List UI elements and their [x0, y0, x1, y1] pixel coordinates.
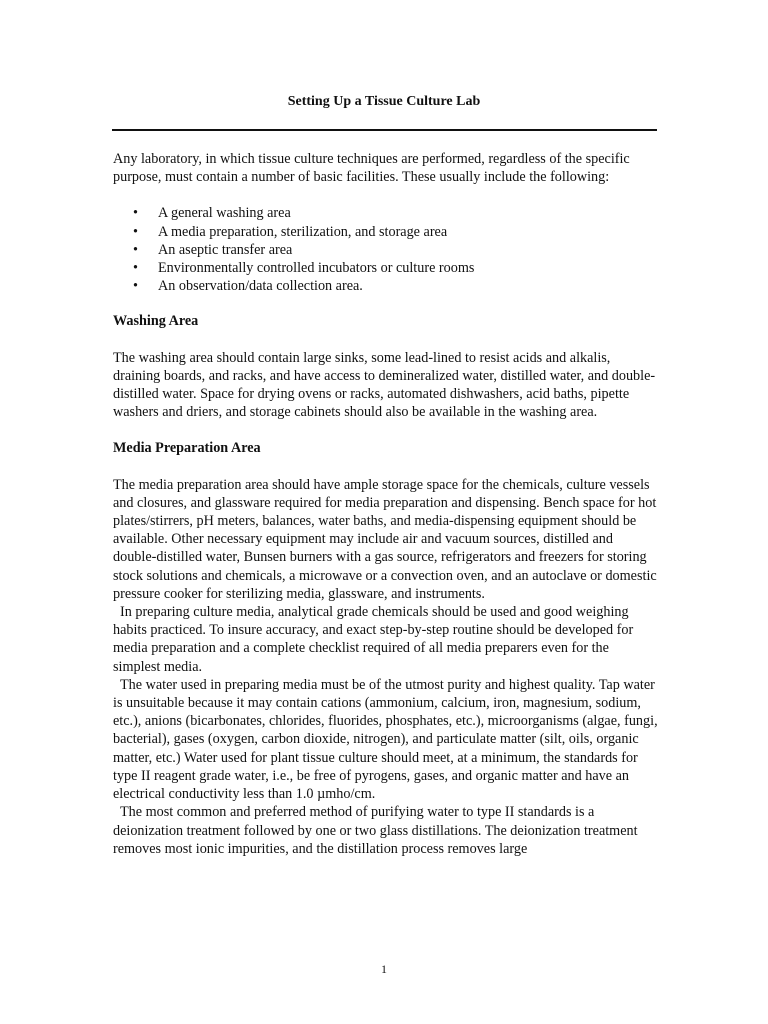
- list-item: [113, 223, 658, 241]
- title-divider: [112, 129, 657, 131]
- list-item-text: Environmentally controlled incubators or culture rooms: [158, 260, 475, 277]
- list-item-text: An aseptic transfer area: [158, 241, 293, 258]
- list-item: [113, 259, 658, 277]
- bullet-icon: •: [133, 205, 138, 222]
- intro-paragraph: Any laboratory, in which tissue culture techniques are performed, regardless of the specific purpose, must contain a number of basic facilities. These usually include the following:: [113, 151, 630, 186]
- bullet-icon: •: [133, 260, 138, 277]
- bullet-icon: •: [133, 278, 138, 295]
- media-preparation-heading: Media Preparation Area: [113, 440, 261, 457]
- facilities-list: [113, 204, 658, 295]
- list-item-text: An observation/data collection area.: [158, 278, 363, 295]
- page-title: Setting Up a Tissue Culture Lab: [287, 94, 481, 109]
- list-item-text: A media preparation, sterilization, and storage area: [158, 223, 448, 240]
- page-number: 1: [381, 962, 387, 976]
- media-paragraph-4: The most common and preferred method of purifying water to type II standards is a deionization treatment followed by one or two glass distillations. The deionization treatment removes most ionic impurities, and the distillation process removes large: [113, 804, 638, 857]
- bullet-icon: •: [133, 223, 138, 240]
- media-paragraph-1: The media preparation area should have ample storage space for the chemicals, culture vessels and closures, and glassware required for media preparation and dispensing. Bench space for hot plates/stirrers, pH meters, balances, water baths, and media-dispensing equipment should be available. Other necessary equipment may include air and vacuum sources, distilled and double-distilled water, Bunsen burners with a gas source, refrigerators and freezers for storing stock solutions and chemicals, a microwave or a convection oven, and an autoclave or domestic pressure cooker for sterilizing media, glassware, and instruments.: [113, 476, 657, 602]
- washing-area-heading: Washing Area: [113, 313, 199, 330]
- washing-area-paragraph: The washing area should contain large sinks, some lead-lined to resist acids and alkalis, draining boards, and racks, and have access to demineralized water, distilled water, and double-distilled water. Space for drying ovens or racks, automated dishwashers, acid baths, pipette washers and driers, and storage cabinets should also be available in the washing area.: [113, 349, 656, 421]
- media-paragraph-3: The water used in preparing media must be of the utmost purity and highest quality. Tap water is unsuitable because it may contain cations (ammonium, calcium, iron, magnesium, sodium, etc.), anions (bicarbonates, chlorides, fluorides, phosphates, etc.), microorganisms (algae, fungi, bacterial), gases (oxygen, carbon dioxide, nitrogen), and particulate matter (silt, oils, organic matter, etc.) Water used for plant tissue culture should meet, at a minimum, the standards for type II reagent grade water, i.e., be free of pyrogens, gases, and organic matter and have an electrical conductivity less than 1.0 µmho/cm.: [113, 676, 658, 803]
- list-item: [113, 277, 658, 295]
- list-item: [113, 241, 658, 259]
- document-body: [113, 150, 658, 858]
- bullet-icon: •: [133, 241, 138, 258]
- list-item: [113, 204, 658, 222]
- media-paragraph-2: In preparing culture media, analytical grade chemicals should be used and good weighing habits practiced. To insure accuracy, and exact step-by-step routine should be developed for media preparation and a complete checklist required of all media preparers even for the simplest media.: [113, 604, 634, 675]
- list-item-text: A general washing area: [158, 205, 291, 222]
